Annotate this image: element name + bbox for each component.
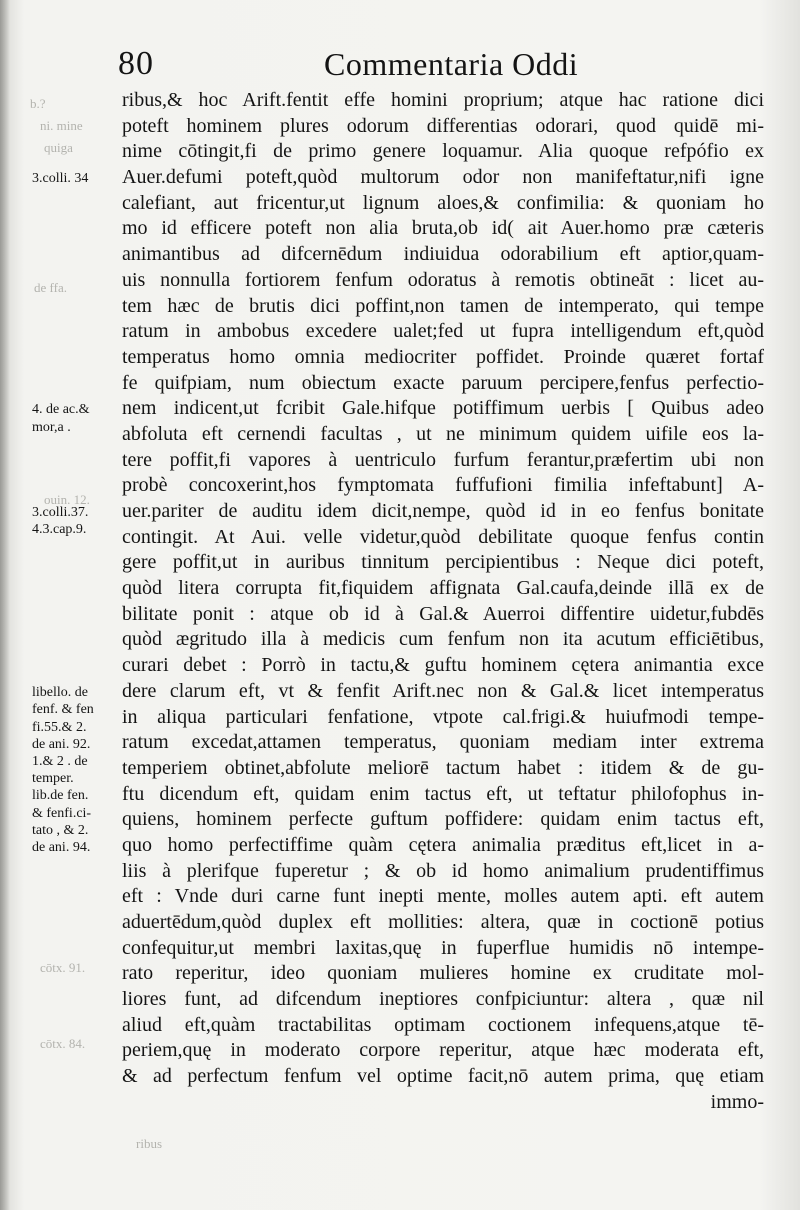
text-line: contingit. At Aui. velle videtur,quòd debilitate quoque fenfus contin bbox=[122, 525, 764, 548]
text-line: liores funt, ad difcendum ineptiores confpiciuntur: altera , quæ nil bbox=[122, 988, 764, 1011]
margin-note: mor,a . bbox=[32, 419, 71, 435]
margin-note: tato , & 2. bbox=[32, 822, 89, 838]
bleed-through-text: b.? bbox=[30, 96, 46, 111]
text-line: uer.pariter de auditu idem dicit,nempe, quòd id in eo fenfus bonitate bbox=[122, 500, 764, 522]
text-line: animantibus ad difcernēdum indiuidua odorabilium eft aptior,quam- bbox=[122, 243, 764, 266]
text-line: nem indicent,ut fcribit Gale.hifque potiffimum uerbis [ Quibus adeo bbox=[122, 397, 764, 420]
bleed-through-text: quiga bbox=[44, 140, 73, 155]
text-line: uis nonnulla fortiorem fenfum odoratus à remotis obtineāt : licet au- bbox=[122, 268, 764, 291]
text-line: tere poffit,fi vapores à uentriculo furfum ferantur,præfertim ubi non bbox=[122, 448, 764, 471]
text-line: calefiant, aut fricentur,ut lignum aloes,& confimilia: & quoniam ho bbox=[122, 191, 764, 214]
text-line: temperatus homo omnia mediocriter poffidet. Proinde quæret fortaf bbox=[122, 345, 764, 368]
margin-note: 3.colli.37. bbox=[32, 505, 89, 521]
text-line: quòd litera corrupta fit,fiquidem affignata Gal.caufa,deinde illā ex de bbox=[122, 577, 764, 600]
text-line: gere poffit,ut in auribus tinnitum percipientibus : Neque dici poteft, bbox=[122, 551, 764, 574]
bleed-through-text: de ffa. bbox=[34, 280, 67, 295]
bleed-through-text: ouin. 12. bbox=[44, 492, 90, 507]
text-line: rato reperitur, ideo quoniam mulieres homine ex cruditate mol- bbox=[122, 962, 764, 985]
margin-note: libello. de bbox=[32, 685, 88, 701]
text-line: ratum excedat,attamen temperatus, quoniam mediam inter extrema bbox=[122, 731, 764, 754]
margin-note: & fenfi.ci- bbox=[32, 805, 92, 821]
margin-note: de ani. 92. bbox=[32, 736, 91, 752]
margin-note: 1.& 2 . de bbox=[32, 753, 88, 769]
margin-note: lib.de fen. bbox=[32, 788, 89, 804]
margin-note: 3.colli. 34 bbox=[32, 171, 89, 187]
text-line: aduertēdum,quòd duplex eft mollities: altera, quæ in coctionē potius bbox=[122, 911, 764, 933]
text-line: curari debet : Porrò in tactu,& guftu hominem cętera animantia exce bbox=[122, 654, 764, 677]
margin-note: de ani. 94. bbox=[32, 839, 91, 855]
text-line: immo- bbox=[710, 1090, 764, 1113]
margin-note: fi.55.& 2. bbox=[32, 719, 87, 735]
text-line: abfoluta eft cernendi facultas , ut ne minimum quidem uifile eos la- bbox=[122, 422, 764, 445]
text-line: probè concoxerint,hos fymptomata fuffufioni fimilia infeftabunt] A- bbox=[122, 474, 764, 497]
text-line: fe quifpiam, num obiectum exacte paruum percipere,fenfus perfectio- bbox=[122, 371, 764, 394]
margin-note: 4. de ac.& bbox=[32, 402, 90, 418]
text-line: aliud eft,quàm tractabilitas optimam coctionem infequens,atque tē- bbox=[122, 1013, 764, 1036]
text-line: poteft hominem plures odorum differentias odorari, quod quidē mi- bbox=[122, 114, 764, 137]
page-number: 80 bbox=[118, 45, 154, 82]
bleed-through-text: cōtx. 91. bbox=[40, 960, 86, 975]
bleed-through-text: cōtx. 84. bbox=[40, 1036, 86, 1051]
text-line: tem hæc de brutis dici poffint,non tamen de intemperato, qui tempe bbox=[122, 294, 764, 317]
text-line: in aliqua particulari fenfatione, vtpote cal.frigi.& huiufmodi tempe- bbox=[122, 705, 764, 728]
text-line: confequitur,ut membri laxitas,quę in fuperflue humidis nō intempe- bbox=[122, 936, 764, 959]
text-line: periem,quę in moderato corpore reperitur, atque hæc moderata eft, bbox=[122, 1039, 764, 1062]
running-title: Commentaria Oddi bbox=[324, 46, 579, 82]
bleed-through-text: ni. mine bbox=[40, 118, 83, 133]
text-line: quo homo perfectiffime quàm cętera animalia præditus eft,licet in a- bbox=[122, 833, 764, 856]
text-line: nime cōtingit,fi de primo genere loquamur. Alia quoque refpófio ex bbox=[122, 140, 764, 163]
text-line: ratum in ambobus excedere ualet;fed ut fupra intelligendum eft,quòd bbox=[122, 320, 764, 343]
text-line: bilitate ponit : atque ob id à Gal.& Auerroi diffentire uidetur,fubdēs bbox=[122, 602, 764, 625]
margin-note: fenf. & fen bbox=[32, 702, 94, 718]
margin-note: temper. bbox=[32, 771, 74, 787]
text-line: Auer.defumi poteft,quòd multorum odor non manifeftatur,nifi igne bbox=[122, 166, 764, 189]
bleed-through-text: ribus bbox=[136, 1136, 162, 1151]
text-line: temperiem obtinet,abfolute meliorē tactum habet : itidem & de gu- bbox=[122, 756, 764, 779]
body-text bbox=[122, 88, 764, 1116]
text-line: mo id efficere poteft non alia bruta,ob id( ait Auer.homo præ cæteris bbox=[122, 217, 764, 240]
text-line: & ad perfectum fenfum vel optime facit,nō autem prima, quę etiam bbox=[122, 1065, 764, 1088]
gutter-shadow bbox=[0, 0, 10, 1210]
text-line: liis à plerifque fuperetur ; & ob id homo animalium prudentiffimus bbox=[122, 859, 764, 882]
text-line: ftu dicendum eft, quidam enim tactus eft, ut teftatur philofophus in- bbox=[122, 782, 764, 805]
text-line: quiens, hominem perfecte guftum poffidere: quidam enim tactus eft, bbox=[122, 808, 764, 831]
margin-note: 4.3.cap.9. bbox=[32, 522, 87, 538]
page-header bbox=[0, 44, 800, 88]
text-line: quòd ægritudo illa à medicis cum fenfum non ita acutum efficiētibus, bbox=[122, 628, 764, 651]
text-line: dere clarum eft, vt & fenfit Arift.nec non & Gal.& licet intemperatus bbox=[122, 679, 764, 702]
text-line: ribus,& hoc Arift.fentit effe homini proprium; atque hac ratione dici bbox=[122, 89, 764, 111]
text-line: eft : Vnde duri carne funt inepti mente, molles autem apti. eft autem bbox=[122, 885, 764, 908]
